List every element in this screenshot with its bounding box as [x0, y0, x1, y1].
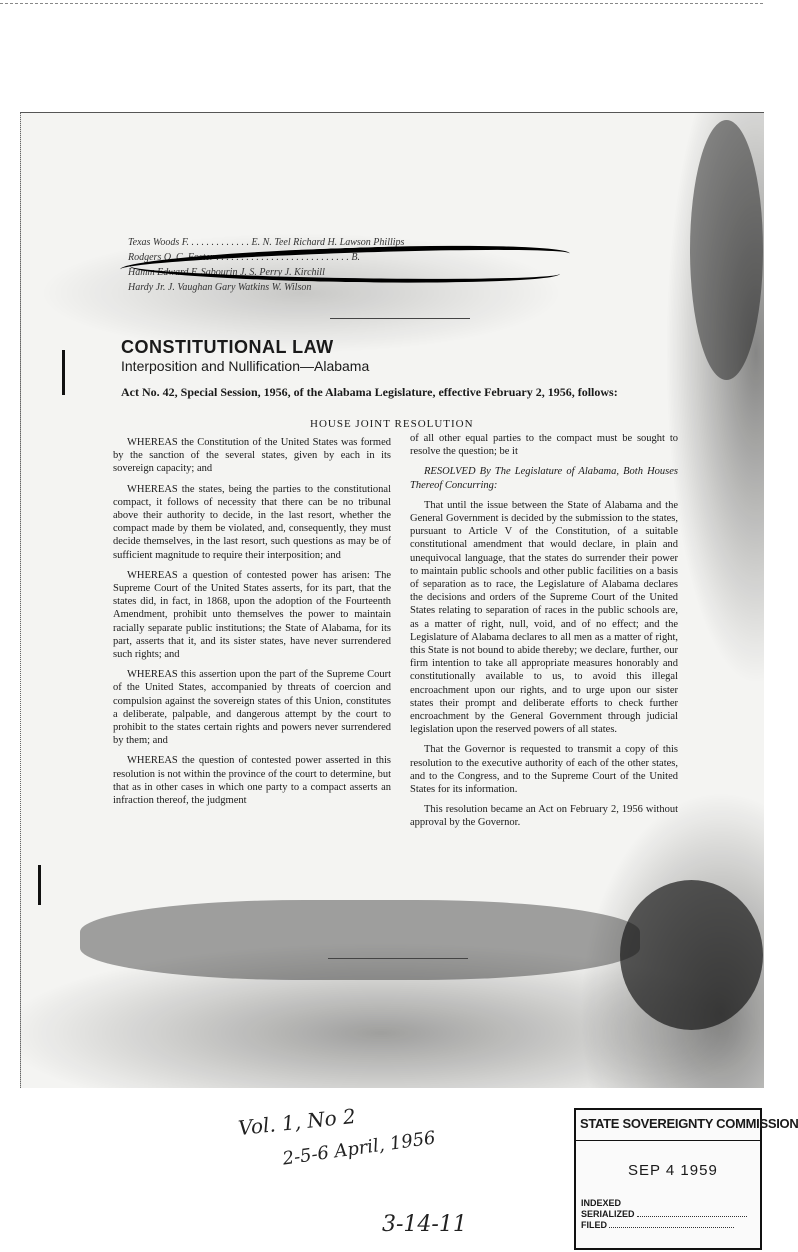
scan-shadow-bottom [80, 900, 640, 980]
stamp-divider [576, 1140, 760, 1141]
signature-line: Texas Woods F. . . . . . . . . . . . . E. N. Teel Richard H. Lawson Phillips [128, 237, 405, 248]
whereas-paragraph: WHEREAS the Constitution of the United States was formed by the sanction of the several states, given by each in its sovereign capacity; and [113, 437, 391, 475]
article-heading: CONSTITUTIONAL LAW [121, 337, 334, 357]
signature-line: Hardy Jr. J. Vaughan Gary Watkins W. Wilson [128, 282, 312, 293]
section-divider [330, 318, 470, 319]
resolution-paragraph: This resolution became an Act on February 2, 1956 without approval by the Governor. [410, 804, 678, 829]
stamp-title: STATE SOVEREIGNTY COMMISSION [580, 1116, 798, 1131]
stamp-date: SEP 4 1959 [628, 1162, 718, 1179]
handwritten-volume-note: Vol. 1, No 2 [237, 1103, 357, 1141]
section-divider [328, 958, 468, 959]
margin-mark [62, 350, 65, 395]
resolution-paragraph: That until the issue between the State of Alabama and the General Government is decided by the submission to the states, pursuant to Article V of the Constitution, of a suitable constitutional amendment that would declare, in plain and unequivocal language, that the states do surrender their power to maintain public schools and other public facilities on a basis of separation as to race, the Legislature of Alabama declares the decisions and orders of the Supreme Court of the United States relating to separation of races in the public schools are, as a matter of right, null, void, and of no effect; and the Legislature of Alabama declares to all men as a matter of right, this State is not bound to abide thereby; we declare, further, our firm intention to take all appropriate measures honorably and constitutionally available to us, to avoid this illegal encroachment upon our rights, and to urge upon our sister states their prompt and deliberate efforts to check further encroachment by the General Government through judicial legislation upon the reserved powers of all states. [410, 499, 678, 736]
left-column [113, 436, 391, 814]
whereas-paragraph: WHEREAS this assertion upon the part of the Supreme Court of the United States, accompanied by threats of coercion and compulsion against the sovereign states of this Union, constitutes a deliberate, palpable, and dangerous attempt by the court to prohibit to the states certain rights and powers never surrendered by them; and [113, 669, 391, 747]
scan-shadow-top-right [690, 120, 763, 380]
whereas-paragraph: WHEREAS a question of contested power has arisen: The Supreme Court of the United States asserts, for its part, that the states did, in fact, in 1868, upon the adoption of the Fourteenth Amendment, prohibit unto themselves the power to maintain racially separate public institutions; the State of Alabama, for its part, asserts that it, and its sister states, have never surrendered such rights; and [113, 569, 391, 661]
stamp-field-serialized [581, 1209, 747, 1219]
stamp-field-indexed [581, 1198, 621, 1208]
resolved-clause: RESOLVED By The Legislature of Alabama, Both Houses Thereof Concurring: [410, 466, 678, 491]
right-column [410, 432, 678, 837]
scan-shadow-bottom-right [620, 880, 763, 1030]
resolution-paragraph: That the Governor is requested to transmit a copy of this resolution to the executive authority of each of the other states, and to the Congress, and to the Supreme Court of the United States for its information. [410, 744, 678, 796]
scan-edge-line [0, 3, 763, 4]
margin-mark [38, 865, 41, 905]
resolution-title: HOUSE JOINT RESOLUTION [310, 418, 474, 430]
continuation-paragraph: of all other equal parties to the compact must be sought to resolve the question; be it [410, 433, 678, 458]
act-description: Act No. 42, Special Session, 1956, of the Alabama Legislature, effective February 2, 1956, follows: [121, 385, 618, 399]
whereas-paragraph: WHEREAS the question of contested power asserted in this resolution is not within the province of the court to determine, but that as in other cases in which one party to a compact asserts an infraction thereof, the judgment [113, 755, 391, 807]
handwritten-date-note: 2-5-6 April, 1956 [281, 1127, 437, 1170]
whereas-paragraph: WHEREAS the states, being the parties to the constitutional compact, it follows of necessity that there can be no tribunal above their authority to decide, in the last resort, whether the compact made by them be violated, and, consequently, they must decide themselves, in the last resort, such questions as may be of sufficient magnitude to require their interposition; and [113, 483, 391, 561]
stamp-field-filed [581, 1220, 734, 1230]
article-subheading: Interposition and Nullification—Alabama [121, 358, 370, 374]
stamp-field-label: SERIALIZED [581, 1209, 635, 1219]
handwritten-file-number: 3-14-11 [382, 1212, 467, 1237]
stamp-field-label: FILED [581, 1220, 607, 1230]
stamp-field-label: INDEXED [581, 1198, 622, 1208]
signature-line: Hamm Edward F. Sabourin J. S. Perry J. Kirchill [128, 267, 325, 278]
signature-line: Rodgers O. C. Foster . . . . . . . . . . . . . . . . . . . . . . . . . . . B. [128, 252, 360, 263]
commission-stamp [574, 1108, 798, 1250]
